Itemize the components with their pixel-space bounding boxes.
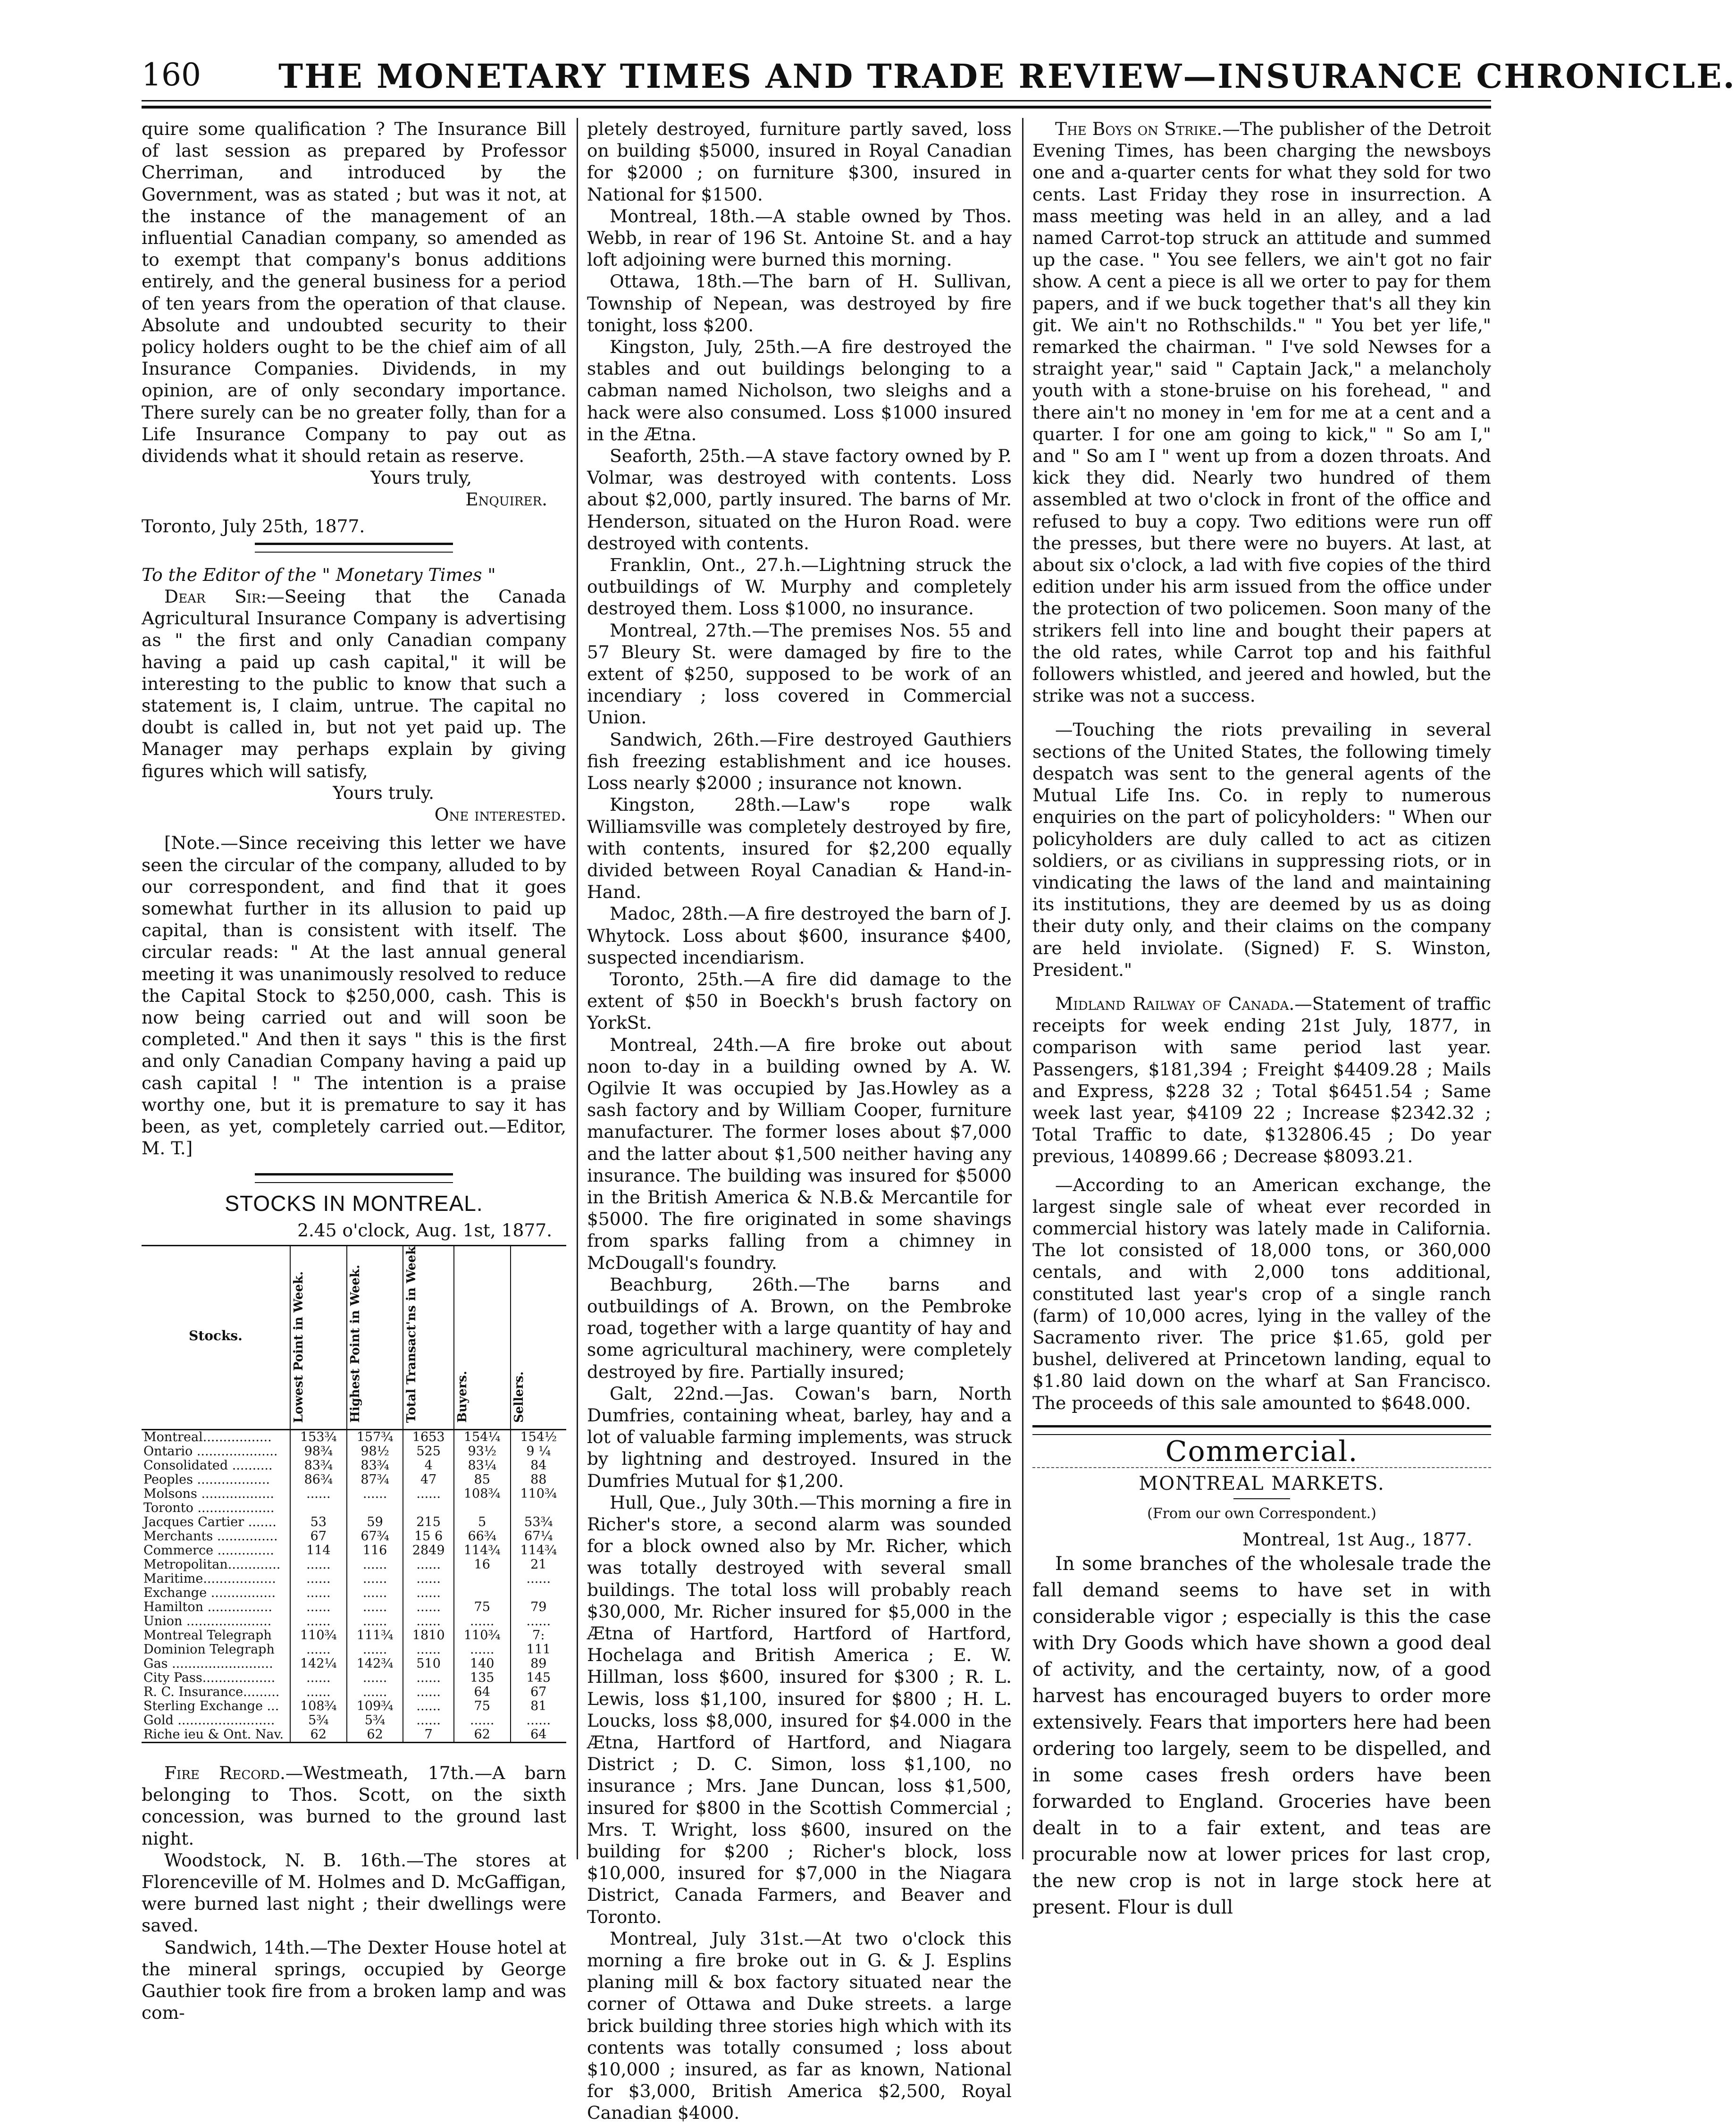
stock-highest: ...... — [347, 1586, 403, 1600]
stock-buyers: 83¼ — [454, 1459, 511, 1473]
stock-total: ...... — [403, 1713, 453, 1728]
markets-dateline: Montreal, 1st Aug., 1877. — [1242, 1529, 1472, 1550]
stock-lowest: 67 — [290, 1529, 347, 1544]
stock-sellers: ...... — [511, 1713, 566, 1728]
stock-row — [142, 1685, 566, 1699]
stock-row — [142, 1558, 566, 1572]
col-header-buyers: Buyers. — [454, 1245, 511, 1429]
stock-total: ...... — [403, 1699, 453, 1713]
fire-paragraph: Seaforth, 25th.—A stave factory owned by P. Volmar, was destroyed with contents. Loss about $2,000, partly insured. The barns of Mr. Henderson, situated on the Huron Road. were destroyed with contents. — [587, 445, 1012, 554]
stock-buyers — [454, 1572, 511, 1586]
stock-lowest: 110¾ — [290, 1629, 347, 1643]
stock-sellers: 21 — [511, 1558, 566, 1572]
stock-highest: 109¾ — [347, 1699, 403, 1713]
fire-paragraph: Ottawa, 18th.—The barn of H. Sullivan, Township of Nepean, was destroyed by fire tonight, loss $200. — [587, 271, 1012, 336]
stock-name: Gold ........................ — [143, 1713, 275, 1728]
letter-interested-signature: One interested. — [434, 804, 566, 825]
letter-enquirer-dateline: Toronto, July 25th, 1877. — [142, 515, 365, 537]
correspondent-line: (From our own Correspondent.) — [1147, 1505, 1376, 1522]
stock-buyers: 135 — [454, 1671, 511, 1685]
fire-paragraph: Montreal, 27th.—The premises Nos. 55 and 57 Bleury St. were damaged by fire to the extent of $250, supposed to be work of an incendiary ; loss covered in Commercial Union. — [587, 620, 1012, 728]
stock-buyers: ...... — [454, 1614, 511, 1629]
wheat-sale: —According to an American exchange, the largest single sale of wheat ever recorded in commercial history was lately made in California. The lot consisted of 18,000 tons, or 360,000 centals, and with 2,000 tons additional, constituted last year's crop of a single ranch (farm) of 10,000 acres, lying in the valley of the Sacramento river. The price $1.65, gold per bushel, delivered at Princetown landing, equal to $1.80 laid down on the wharf at San Francisco. The proceeds of this sale amounted to $648.000. — [1032, 1174, 1491, 1413]
masthead-rule-top — [142, 100, 1491, 101]
fire-paragraph: Beachburg, 26th.—The barns and outbuildings of A. Brown, on the Pembroke road, together with a large quantity of hay and some agricultural machinery, were completely destroyed by fire. Partially insured; — [587, 1274, 1012, 1382]
stock-highest: 5¾ — [347, 1713, 403, 1728]
riots-paragraph: —Touching the riots prevailing in several sections of the United States, the following timely despatch was sent to the general agents of the Mutual Life Ins. Co. in reply to numerous enquiries on the part of policyholders: " When our policyholders are duly called to act as citizen soldiers, or as civilians in suppressing riots, or in vindicating the laws of the land and maintaining its institutions, they are deemed by us as doing their duty only, and their claims on the company are held inviolate. (Signed) F. S. Winston, President." — [1032, 719, 1491, 980]
stock-buyers: 110¾ — [454, 1629, 511, 1643]
column-right — [1032, 118, 1491, 1921]
stock-lowest — [290, 1501, 347, 1515]
stock-row — [142, 1501, 566, 1515]
stock-row — [142, 1600, 566, 1614]
stock-name: Merchants ............... — [143, 1529, 278, 1544]
stock-name: Toronto ................... — [143, 1501, 275, 1516]
stock-row — [142, 1459, 566, 1473]
stock-highest: 62 — [347, 1728, 403, 1743]
letter-body: :—Seeing that the Canada Agricultural Insurance Company is advertising as " the first and only Canadian company having a paid up cash capital," it will be interesting to the public to know that such a statement is, I claim, untrue. The capital no doubt is called in, but not yet paid up. The Manager may perhaps explain by giving figures which will satisfy, — [142, 586, 567, 781]
stock-lowest: ...... — [290, 1586, 347, 1600]
stock-row — [142, 1657, 566, 1671]
stock-row — [142, 1444, 566, 1459]
column-middle — [587, 118, 1012, 2124]
stock-highest: ...... — [347, 1685, 403, 1699]
boys-on-strike-text: —The publisher of the Detroit Evening Times, has been charging the newsboys one and a-quarter cents for what they sold for two cents. Last Friday they rose in insurrection. A mass meeting was held in an alley, and a lad named Carrot-top struck an attitude and summed up the case. " You see fellers, we ain't got no fair show. A cent a piece is all we orter to pay for them papers, and if we buck together that's all they kin git. We ain't no Rothschilds." " You bet yer life," remarked the chairman. " I've sold Newses for a straight year," said " Captain Jack," a melancholy youth with a stone-bruise on his forehead, " and there ain't no money in 'em for me at a cent and a quarter. I for one am going to kick," " So am I," and " So am I " went up from a dozen throats. And kick they did. Nearly two hundred of them assembled at two o'clock in front of the office and refused to buy a copy. Two editions were run off the presses, but there were no buyers. At last, at about six o'clock, a lad with five copies of the third edition under his arm issued from the office under the protection of two policemen. Soon many of the strikers fell into line and bought their papers at the old rates, while Carrot top and his faithful followers whistled, and jeered and howled, but the strike was not a success. — [1032, 118, 1491, 706]
stock-sellers: 7: — [511, 1629, 566, 1643]
stock-highest: 157¾ — [347, 1430, 403, 1445]
stock-name: Metropolitan............. — [143, 1557, 281, 1572]
stock-name: Molsons .................. — [143, 1486, 274, 1502]
stock-name: Maritime.................. — [143, 1571, 276, 1587]
stock-total: ...... — [403, 1572, 453, 1586]
stock-highest: ...... — [347, 1600, 403, 1614]
stock-lowest: 98¾ — [290, 1444, 347, 1459]
column-rule — [1022, 118, 1023, 1859]
stock-lowest: ...... — [290, 1572, 347, 1586]
stock-row — [142, 1614, 566, 1629]
stock-row — [142, 1699, 566, 1713]
stock-total: 215 — [403, 1515, 453, 1529]
letter-interested-text — [142, 586, 566, 782]
stock-name: Commerce .............. — [143, 1543, 274, 1558]
stock-highest: 98½ — [347, 1444, 403, 1459]
stock-highest: 116 — [347, 1544, 403, 1558]
letter-lead: Dear Sir — [164, 586, 261, 607]
fire-paragraph: Sandwich, 26th.—Fire destroyed Gauthiers fish freezing establishment and ice houses. Loss nearly $2000 ; insurance not known. — [587, 729, 1012, 794]
stock-total: 2849 — [403, 1544, 453, 1558]
stock-total: ...... — [403, 1600, 453, 1614]
fire-record — [142, 1762, 566, 1849]
publication-title: THE MONETARY TIMES AND TRADE REVIEW—INSURANCE CHRONICLE. — [278, 57, 1736, 96]
masthead-rule-bottom — [142, 106, 1491, 109]
letter-enquirer-text: quire some qualification ? The Insurance Bill of last session as prepared by Professor Cherriman, and introduced by the Government, was as stated ; but was it not, at the instance of the management of an influential Canadian company, so amended as to exempt that company's bonus additions entirely, and the general business for a period of ten years from the operation of that clause. Absolute and undoubted security to their policy holders ought to be the chief aim of all Insurance Companies. Dividends, in my opinion, are of only secondary importance. There surely can be no greater folly, than for a Life Insurance Company to pay out as dividends what it should retain as reserve. — [142, 118, 566, 467]
stock-lowest: 108¾ — [290, 1699, 347, 1713]
stock-lowest: 114 — [290, 1544, 347, 1558]
stock-total: ...... — [403, 1671, 453, 1685]
stock-lowest: ...... — [290, 1614, 347, 1629]
stock-name: Jacques Cartier ....... — [143, 1515, 277, 1530]
stock-highest: ...... — [347, 1671, 403, 1685]
stock-row — [142, 1671, 566, 1685]
stock-sellers: 53¾ — [511, 1515, 566, 1529]
stock-sellers: 114¾ — [511, 1544, 566, 1558]
stock-buyers: 114¾ — [454, 1544, 511, 1558]
stock-sellers: 88 — [511, 1473, 566, 1487]
stock-row — [142, 1544, 566, 1558]
stock-sellers: 67¼ — [511, 1529, 566, 1544]
stock-buyers: 93½ — [454, 1444, 511, 1459]
stocks-header-row — [142, 1245, 566, 1429]
stock-name: R. C. Insurance......... — [143, 1685, 280, 1700]
stock-total: 4 — [403, 1459, 453, 1473]
fire-paragraph: Toronto, 25th.—A fire did damage to the extent of $50 in Boeckh's brush factory on YorkSt. — [587, 968, 1012, 1033]
stock-name: Gas ......................... — [143, 1656, 273, 1671]
stock-name: Montreal................. — [143, 1430, 272, 1445]
stock-buyers: 62 — [454, 1728, 511, 1743]
midland-lead: Midland Railway of Canada. — [1055, 993, 1295, 1014]
stock-name: Dominion Telegraph — [143, 1642, 275, 1657]
stock-lowest: 62 — [290, 1728, 347, 1743]
stock-sellers — [511, 1501, 566, 1515]
stock-row — [142, 1643, 566, 1657]
stock-sellers: 81 — [511, 1699, 566, 1713]
stock-name: Sterling Exchange ... — [143, 1699, 279, 1714]
stock-row — [142, 1572, 566, 1586]
stock-total: 1653 — [403, 1430, 453, 1445]
fire-paragraph: Madoc, 28th.—A fire destroyed the barn of J. Whytock. Loss about $600, insurance $400, suspected incendiarism. — [587, 903, 1012, 968]
stock-sellers: 79 — [511, 1600, 566, 1614]
stock-row — [142, 1629, 566, 1643]
stock-buyers: 140 — [454, 1657, 511, 1671]
stock-row — [142, 1728, 566, 1743]
fire-paragraph: Kingston, July, 25th.—A fire destroyed the stables and out buildings belonging to a cabman named Nicholson, two sleighs and a hack were also consumed. Loss $1000 insured in the Ætna. — [587, 336, 1012, 445]
stock-name: Consolidated .......... — [143, 1458, 273, 1473]
stock-sellers: 64 — [511, 1728, 566, 1743]
stock-row — [142, 1487, 566, 1501]
stock-total: ...... — [403, 1558, 453, 1572]
stock-buyers: ...... — [454, 1713, 511, 1728]
stock-total: 7 — [403, 1728, 453, 1743]
stock-lowest: ...... — [290, 1671, 347, 1685]
stock-sellers: 110¾ — [511, 1487, 566, 1501]
stocks-heading: STOCKS IN MONTREAL. — [225, 1191, 483, 1216]
letter-salutation: To the Editor of the " Monetary Times " — [142, 564, 496, 585]
midland-text: —Statement of traffic receipts for week ending 21st July, 1877, in comparison with same period last year. Passengers, $181,394 ; Freight $4409.28 ; Mails and Express, $228 32 ; Total $6451.54 ; Same week last year, $4109 22 ; Increase $2342.32 ; Total Traffic to date, $132806.45 ; Do year previous, 140899.66 ; Decrease $8093.21. — [1032, 993, 1491, 1167]
fire-sandwich: Sandwich, 14th.—The Dexter House hotel at the mineral springs, occupied by George Gauthier took fire from a broken lamp and was com- — [142, 1937, 566, 2023]
boys-on-strike-lead: The Boys on Strike. — [1055, 118, 1223, 139]
stock-total: ...... — [403, 1614, 453, 1629]
stock-buyers: 75 — [454, 1600, 511, 1614]
stock-total: 47 — [403, 1473, 453, 1487]
masthead — [142, 57, 1736, 109]
stock-name: Montreal Telegraph — [143, 1628, 272, 1643]
stock-name: Hamilton ................ — [143, 1600, 272, 1615]
stock-highest: ...... — [347, 1614, 403, 1629]
stock-highest: 142¾ — [347, 1657, 403, 1671]
stocks-table — [142, 1245, 566, 1743]
stock-lowest: 142¼ — [290, 1657, 347, 1671]
stock-buyers: 5 — [454, 1515, 511, 1529]
section-divider — [255, 1173, 453, 1183]
stock-lowest: 153¾ — [290, 1430, 347, 1445]
stock-highest: 59 — [347, 1515, 403, 1529]
stock-row — [142, 1515, 566, 1529]
stock-buyers: 75 — [454, 1699, 511, 1713]
stock-total — [403, 1501, 453, 1515]
stock-buyers — [454, 1501, 511, 1515]
stocks-time: 2.45 o'clock, Aug. 1st, 1877. — [297, 1219, 552, 1241]
stock-buyers: 154¼ — [454, 1430, 511, 1445]
stock-sellers: ...... — [511, 1614, 566, 1629]
midland-railway — [1032, 993, 1491, 1167]
stock-total: 15 6 — [403, 1529, 453, 1544]
stock-buyers: 66¾ — [454, 1529, 511, 1544]
commercial-heading: Commercial. — [1165, 1435, 1359, 1468]
stock-lowest: 53 — [290, 1515, 347, 1529]
stock-highest: ...... — [347, 1572, 403, 1586]
stock-highest: 111¾ — [347, 1629, 403, 1643]
stock-highest: ...... — [347, 1643, 403, 1657]
column-left — [142, 118, 566, 2023]
stock-total: ...... — [403, 1487, 453, 1501]
stock-sellers: 111 — [511, 1643, 566, 1657]
stock-sellers: 154½ — [511, 1430, 566, 1445]
stock-name: Ontario .................... — [143, 1444, 278, 1459]
editor-note: [Note.—Since receiving this letter we have seen the circular of the company, alluded to by our correspondent, and find that it goes somewhat further in its allusion to paid up capital, than is consistent with itself. The circular reads: " At the last annual general meeting it was unanimously resolved to reduce the Capital Stock to $250,000, cash. This is now being carried out and will soon be completed." And then it says " this is the first and only Canadian Company having a paid up cash capital ! " The intention is a praise worthy one, but it is premature to say it has been, as yet, completely carried out.—Editor, M. T.] — [142, 832, 566, 1159]
fire-record-text: —Westmeath, 17th.—A barn belonging to Thos. Scott, on the sixth concession, was burned to the ground last night. — [142, 1763, 567, 1849]
stock-lowest: ...... — [290, 1643, 347, 1657]
fire-paragraph: Hull, Que., July 30th.—This morning a fire in Richer's store, a second alarm was sounded for a block owned also by Mr. Richer, which was totally destroyed with several small buildings. The total loss will probably reach $30,000, Mr. Richer insured for $5,000 in the Ætna of Hartford, Hartford of Hartford, Hochelaga and British America ; E. W. Hillman, loss $600, insured for $300 ; R. L. Lewis, loss $1,100, insured for $800 ; H. L. Loucks, loss $8,000, insured for $4.000 in the Ætna, Hartford of Hartford, and Niagara District ; D. C. Simon, loss $1,100, no insurance ; Mrs. Jane Duncan, loss $1,500, insured for $800 in the Scottish Commercial ; Mrs. T. Wright, loss $600, insured on the building for $200 ; Richer's block, loss $10,000, insured for $7,000 in the Niagara District, Canada Farmers, and Beaver and Toronto. — [587, 1492, 1012, 1927]
stock-lowest: ...... — [290, 1600, 347, 1614]
stock-total: 525 — [403, 1444, 453, 1459]
stock-total: ...... — [403, 1586, 453, 1600]
fire-paragraph: Montreal, 18th.—A stable owned by Thos. Webb, in rear of 196 St. Antoine St. and a hay loft adjoining were burned this morning. — [587, 205, 1012, 270]
stock-lowest: 5¾ — [290, 1713, 347, 1728]
col-header-sellers: Sellers. — [511, 1245, 566, 1429]
stock-name: Exchange ................ — [143, 1586, 276, 1601]
col-header-lowest: Lowest Point in Week. — [290, 1245, 347, 1429]
stock-lowest: ...... — [290, 1558, 347, 1572]
fire-record-lead: Fire Record. — [164, 1763, 285, 1784]
col-header-highest: Highest Point in Week. — [347, 1245, 403, 1429]
stock-lowest: ...... — [290, 1487, 347, 1501]
stock-row — [142, 1529, 566, 1544]
stock-sellers — [511, 1586, 566, 1600]
stock-highest — [347, 1501, 403, 1515]
stock-row — [142, 1473, 566, 1487]
stocks-body — [142, 1430, 566, 1743]
stock-sellers: 84 — [511, 1459, 566, 1473]
fire-paragraph: Kingston, 28th.—Law's rope walk Williamsville was completely destroyed by fire, with contents, insured for $2,200 equally divided between Royal Canadian & Hand-in-Hand. — [587, 794, 1012, 903]
stock-sellers: 67 — [511, 1685, 566, 1699]
letter-enquirer-closing: Yours truly, — [370, 467, 472, 488]
stock-name: Union ..................... — [143, 1614, 272, 1629]
markets-heading: MONTREAL MARKETS. — [1139, 1472, 1385, 1494]
stock-sellers: 145 — [511, 1671, 566, 1685]
fire-paragraph: Franklin, Ont., 27.h.—Lightning struck the outbuildings of W. Murphy and completely destroyed them. Loss $1000, no insurance. — [587, 554, 1012, 619]
stock-total: ...... — [403, 1643, 453, 1657]
stock-lowest: ...... — [290, 1685, 347, 1699]
stock-buyers: 16 — [454, 1558, 511, 1572]
stock-sellers: 89 — [511, 1657, 566, 1671]
fire-paragraph: Montreal, July 31st.—At two o'clock this morning a fire broke out in G. & J. Esplins planing mill & box factory situated near the corner of Ottawa and Duke streets. a large brick building three stories high which with its contents was totally consumed ; loss about $10,000 ; insured, as far as known, National for $3,000, British America $2,500, Royal Canadian $4000. — [587, 1928, 1012, 2124]
letter-interested-closing: Yours truly. — [333, 782, 434, 803]
stock-row — [142, 1713, 566, 1728]
stock-row — [142, 1586, 566, 1600]
stock-total: 510 — [403, 1657, 453, 1671]
stock-total: 1810 — [403, 1629, 453, 1643]
stock-highest: ...... — [347, 1558, 403, 1572]
stock-buyers: 85 — [454, 1473, 511, 1487]
stock-buyers: ...... — [454, 1643, 511, 1657]
col-header-total: Total Transact'ns in Week — [403, 1245, 453, 1429]
boys-on-strike — [1032, 118, 1491, 706]
stock-buyers: 64 — [454, 1685, 511, 1699]
fire-paragraph: pletely destroyed, furniture partly saved, loss on building $5000, insured in Royal Canadian for $2000 ; on furniture $300, insured in National for $1500. — [587, 118, 1012, 205]
stock-sellers: ...... — [511, 1572, 566, 1586]
fire-woodstock: Woodstock, N. B. 16th.—The stores at Florenceville of M. Holmes and D. McGaffigan, were burned last night ; their dwellings were saved. — [142, 1849, 566, 1936]
stock-name: Riche ieu & Ont. Nav. — [142, 1728, 290, 1743]
short-rule — [1233, 1498, 1290, 1499]
stock-buyers — [454, 1586, 511, 1600]
fire-paragraph: Galt, 22nd.—Jas. Cowan's barn, North Dumfries, containing wheat, barley, hay and a lot of valuable farming implements, was struck by lightning and destroyed. Insured in the Dumfries Mutual for $1,200. — [587, 1383, 1012, 1491]
section-divider — [255, 543, 453, 553]
letter-enquirer-signature: Enquirer. — [465, 489, 547, 510]
stock-total: ...... — [403, 1685, 453, 1699]
stock-lowest: 86¾ — [290, 1473, 347, 1487]
stock-highest: 83¾ — [347, 1459, 403, 1473]
page-number: 160 — [142, 57, 201, 93]
section-divider — [1032, 1425, 1491, 1435]
markets-text: In some branches of the wholesale trade the fall demand seems to have set in with considerable vigor ; especially is this the case with Dry Goods which have shown a good deal of activity, and the certainty, now, of a good harvest has encouraged buyers to order more extensively. Fears that importers here had been ordering too largely, seem to be dispelled, and in some cases fresh orders have been forwarded to England. Groceries have been dealt in to a fair extent, and teas are procurable now at lower prices for last crop, the new crop is not in large stock here at present. Flour is dull — [1032, 1553, 1491, 1918]
stock-sellers: 9 ¼ — [511, 1444, 566, 1459]
col-header-stocks: Stocks. — [189, 1328, 243, 1344]
stock-highest: 87¾ — [347, 1473, 403, 1487]
stock-highest: ...... — [347, 1487, 403, 1501]
column-rule — [577, 118, 578, 1859]
stock-buyers: 108¾ — [454, 1487, 511, 1501]
stock-row — [142, 1430, 566, 1445]
fire-paragraph: Montreal, 24th.—A fire broke out about noon to-day in a building owned by A. W. Ogilvie It was occupied by Jas.Howley as a sash factory and by William Cooper, furniture manufacturer. The former loses about $7,000 and the latter about $1,500 neither having any insurance. The building was insured for $5000 in the British America & N.B.& Mercantile for $5000. The fire originated in some shavings from sparks falling from a chimney in McDougall's foundry. — [587, 1034, 1012, 1273]
stock-highest: 67¾ — [347, 1529, 403, 1544]
stock-lowest: 83¾ — [290, 1459, 347, 1473]
stock-name: City Pass.................. — [143, 1671, 276, 1686]
stock-name: Peoples .................. — [143, 1472, 270, 1487]
